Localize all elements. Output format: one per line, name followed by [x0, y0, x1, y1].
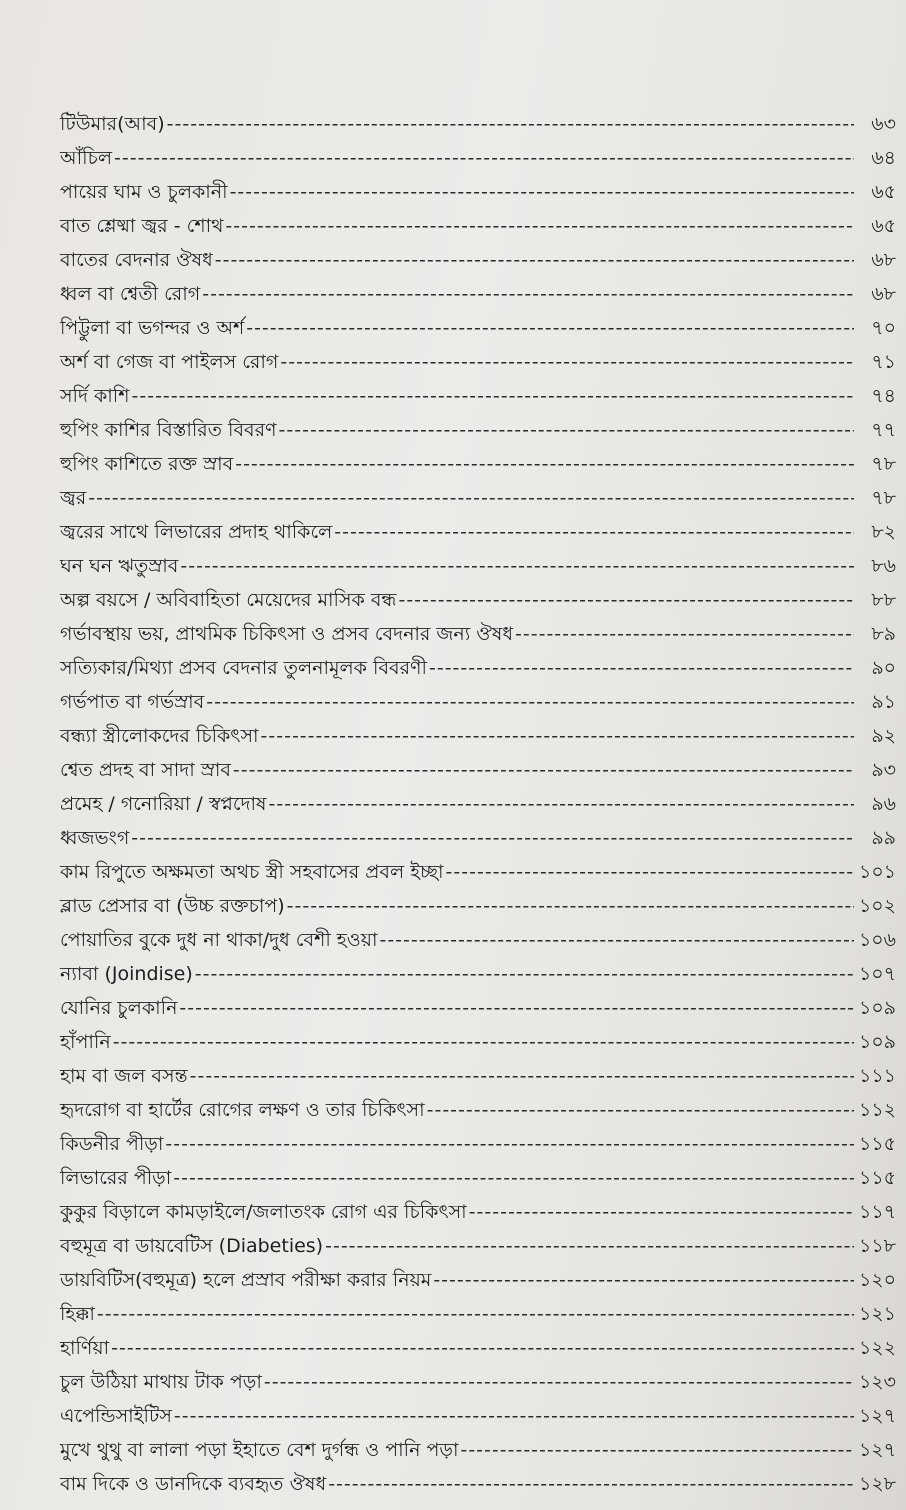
toc-dot-leader: [88, 481, 854, 515]
toc-entry: [60, 1433, 896, 1467]
toc-entry-title: ঘন ঘন ঋতুস্রাব: [60, 555, 179, 577]
toc-dot-leader: [515, 617, 854, 651]
toc-entry: [60, 175, 896, 209]
toc-dot-leader: [225, 209, 854, 243]
toc-entry-page-number: ১২৮: [858, 1473, 896, 1495]
toc-entry: [60, 583, 896, 617]
toc-entry-page-number: ১০৭: [858, 963, 896, 985]
toc-entry: [60, 1093, 896, 1127]
toc-dot-leader: [334, 515, 854, 549]
toc-entry-page-number: ১১২: [858, 1099, 896, 1121]
toc-entry-page-number: ৭৮: [871, 487, 896, 509]
toc-entry-page-number: ১২৭: [858, 1439, 896, 1461]
toc-dot-leader: [190, 1059, 854, 1093]
toc-entry: [60, 1331, 896, 1365]
toc-entry-title: বাত শ্লেষ্মা জ্বর - শোথ: [60, 215, 224, 237]
toc-entry: [60, 1467, 896, 1501]
toc-entry: [60, 753, 896, 787]
toc-entry: [60, 1229, 896, 1263]
toc-entry-title: সত্যিকার/মিথ্যা প্রসব বেদনার তুলনামূলক বিবরণী: [60, 657, 427, 679]
toc-dot-leader: [179, 991, 854, 1025]
toc-dot-leader: [195, 957, 854, 991]
toc-entry-title: মুখে থুথু বা লালা পড়া ইহাতে বেশ দুর্গন্ধ ও পানি পড়া: [60, 1439, 459, 1461]
toc-entry-title: বাতের বেদনার ঔষধ: [60, 249, 213, 271]
toc-entry: [60, 1059, 896, 1093]
toc-entry-page-number: ৬৫: [871, 181, 896, 203]
toc-entry-page-number: ১০৯: [858, 997, 896, 1019]
toc-entry-title: জ্বরের সাথে লিভারের প্রদাহ থাকিলে: [60, 521, 333, 543]
toc-entry: [60, 481, 896, 515]
toc-entry: [60, 1195, 896, 1229]
toc-entry-title: হাঁপানি: [60, 1031, 111, 1053]
toc-dot-leader: [180, 549, 854, 583]
toc-entry-title: পোয়াতির বুকে দুধ না থাকা/দুধ বেশী হওয়া: [60, 929, 378, 951]
toc-entry: [60, 651, 896, 685]
toc-entry: [60, 1399, 896, 1433]
toc-entry: [60, 549, 896, 583]
toc-dot-leader: [165, 1127, 854, 1161]
toc-entry-title: টিউমার(আব): [60, 113, 165, 135]
toc-entry-title: প্রমেহ / গনোরিয়া / স্বপ্নদোষ: [60, 793, 267, 815]
toc-entry: [60, 719, 896, 753]
toc-entry-title: বন্ধ্যা স্ত্রীলোকদের চিকিৎসা: [60, 725, 259, 747]
toc-entry-page-number: ১১৫: [859, 1167, 896, 1189]
toc-dot-leader: [174, 1399, 854, 1433]
toc-entry-title: হিক্কা: [60, 1303, 95, 1325]
toc-entry: [60, 923, 896, 957]
toc-entry-page-number: ১২৩: [858, 1371, 896, 1393]
toc-dot-leader: [167, 107, 854, 141]
toc-entry: [60, 447, 896, 481]
toc-entry-title: সর্দি কাশি: [60, 385, 130, 407]
toc-entry: [60, 889, 896, 923]
toc-entry-title: হুপিং কাশির বিস্তারিত বিবরণ: [60, 419, 277, 441]
toc-entry-page-number: ১০৬: [858, 929, 896, 951]
toc-dot-leader: [280, 345, 854, 379]
toc-dot-leader: [429, 651, 854, 685]
toc-dot-leader: [264, 1365, 854, 1399]
toc-entry-page-number: ৯৩: [871, 759, 896, 781]
toc-entry: [60, 1161, 896, 1195]
toc-entry: [60, 1263, 896, 1297]
toc-dot-leader: [230, 175, 854, 209]
toc-entry: [60, 345, 896, 379]
toc-entry: [60, 685, 896, 719]
toc-entry-page-number: ১১১: [859, 1065, 896, 1087]
toc-entry-title: আঁচিল: [60, 147, 113, 169]
toc-entry-page-number: ৮২: [871, 521, 896, 543]
toc-entry-title: জ্বর: [60, 487, 87, 509]
toc-entry-page-number: ১১৮: [859, 1235, 896, 1257]
toc-entry-title: বাম দিকে ও ডানদিকে ব্যবহৃত ঔষধ: [60, 1473, 327, 1495]
toc-entry-page-number: ৯২: [871, 725, 896, 747]
toc-entry: [60, 277, 896, 311]
toc-entry: [60, 243, 896, 277]
toc-entry-page-number: ১০৯: [858, 1031, 896, 1053]
toc-entry-title: ধ্বল বা শ্বেতী রোগ: [60, 283, 201, 305]
toc-entry-title: এপেন্ডিসাইটিস: [60, 1405, 172, 1427]
toc-dot-leader: [379, 923, 854, 957]
toc-entry: [60, 107, 896, 141]
toc-entry-page-number: ৯১: [871, 691, 896, 713]
toc-entry-page-number: ৯৯: [871, 827, 896, 849]
toc-entry-page-number: ১০১: [858, 861, 896, 883]
toc-entry-page-number: ৬৩: [871, 113, 896, 135]
toc-entry-page-number: ৭১: [871, 351, 896, 373]
toc-entry-title: কাম রিপুতে অক্ষমতা অথচ স্ত্রী সহবাসের প্রবল ইচ্ছা: [60, 861, 444, 883]
toc-entry-title: কিডনীর পীড়া: [60, 1133, 164, 1155]
toc-entry-title: বহুমূত্র বা ডায়বেটিস (Diabeties): [60, 1235, 324, 1257]
toc-entry-title: ব্লাড প্রেসার বা (উচ্চ রক্তচাপ): [60, 895, 285, 917]
toc-entry-page-number: ১০২: [858, 895, 896, 917]
toc-entry: [60, 1365, 896, 1399]
toc-entry-page-number: ১১৫: [859, 1133, 896, 1155]
toc-entry-page-number: ৮৮: [871, 589, 896, 611]
toc-entry-page-number: ৬৪: [871, 147, 896, 169]
toc-entry-page-number: ৬৮: [871, 249, 896, 271]
toc-entry: [60, 1025, 896, 1059]
toc-dot-leader: [460, 1433, 854, 1467]
toc-dot-leader: [235, 447, 854, 481]
toc-entry-title: কুকুর বিড়ালে কামড়াইলে/জলাতংক রোগ এর চিকিৎসা: [60, 1201, 467, 1223]
toc-dot-leader: [246, 311, 854, 345]
toc-dot-leader: [469, 1195, 854, 1229]
toc-entry-title: ডায়বিটিস(বহুমূত্র) হলে প্রস্রাব পরীক্ষা করার নিয়ম: [60, 1269, 432, 1291]
toc-entry-title: পায়ের ঘাম ও চুলকানী: [60, 181, 228, 203]
toc-dot-leader: [328, 1467, 854, 1501]
toc-entry-title: হৃদরোগ বা হার্টের রোগের লক্ষণ ও তার চিকিৎসা: [60, 1099, 425, 1121]
toc-entry-title: হার্ণিয়া: [60, 1337, 110, 1359]
toc-entry-title: লিভারের পীড়া: [60, 1167, 172, 1189]
toc-dot-leader: [427, 1093, 854, 1127]
toc-entry: [60, 1297, 896, 1331]
toc-entry-title: শ্বেত প্রদহ বা সাদা স্রাব: [60, 759, 231, 781]
toc-dot-leader: [398, 583, 854, 617]
toc-entry: [60, 991, 896, 1025]
toc-entry-page-number: ৭৮: [871, 453, 896, 475]
toc-dot-leader: [173, 1161, 854, 1195]
toc-dot-leader: [269, 787, 854, 821]
toc-dot-leader: [132, 379, 855, 413]
toc-dot-leader: [287, 889, 854, 923]
toc-entry: [60, 413, 896, 447]
toc-entry: [60, 379, 896, 413]
toc-dot-leader: [261, 719, 854, 753]
toc-entry: [60, 957, 896, 991]
toc-entry-title: গর্ভপাত বা গর্ভস্রাব: [60, 691, 205, 713]
toc-dot-leader: [446, 855, 854, 889]
toc-dot-leader: [97, 1297, 854, 1331]
toc-entry-title: গর্ভাবস্থায় ভয়, প্রাথমিক চিকিৎসা ও প্রসব বেদনার জন্য ঔষধ: [60, 623, 514, 645]
toc-dot-leader: [111, 1331, 854, 1365]
toc-entry-title: ধ্বজভংগ: [60, 827, 130, 849]
toc-entry-page-number: ১২২: [858, 1337, 896, 1359]
toc-entry-page-number: ৬৫: [871, 215, 896, 237]
toc-entry-title: অল্প বয়সে / অবিবাহিতা মেয়েদের মাসিক বন্ধ: [60, 589, 397, 611]
toc-entry-page-number: ৬৮: [871, 283, 896, 305]
toc-dot-leader: [131, 821, 854, 855]
toc-entry-title: হাম বা জল বসন্ত: [60, 1065, 188, 1087]
toc-entry: [60, 787, 896, 821]
toc-dot-leader: [114, 141, 854, 175]
toc-entry-page-number: ৭৪: [871, 385, 896, 407]
toc-entry: [60, 855, 896, 889]
toc-dot-leader: [433, 1263, 854, 1297]
toc-entry-page-number: ৯০: [871, 657, 896, 679]
toc-entry-page-number: ১২১: [858, 1303, 896, 1325]
toc-entry-page-number: ৮৬: [871, 555, 896, 577]
toc-dot-leader: [233, 753, 854, 787]
toc-dot-leader: [325, 1229, 854, 1263]
toc-dot-leader: [206, 685, 854, 719]
toc-entry-title: পিট্টুলা বা ভগন্দর ও অর্শ: [60, 317, 245, 339]
toc-entry-page-number: ১২০: [858, 1269, 896, 1291]
toc-entry: [60, 515, 896, 549]
toc-entry: [60, 209, 896, 243]
toc-entry: [60, 141, 896, 175]
toc-entry-title: যোনির চুলকানি: [60, 997, 178, 1019]
toc-entry-title: চুল উঠিয়া মাথায় টাক পড়া: [60, 1371, 262, 1393]
toc-entry-page-number: ১১৭: [858, 1201, 896, 1223]
toc-dot-leader: [279, 413, 854, 447]
toc-entry-title: হুপিং কাশিতে রক্ত স্রাব: [60, 453, 234, 475]
table-of-contents: [60, 107, 896, 1501]
toc-entry-page-number: ৭৭: [871, 419, 896, 441]
toc-dot-leader: [215, 243, 854, 277]
toc-entry-page-number: ৯৬: [871, 793, 896, 815]
toc-entry: [60, 617, 896, 651]
toc-entry: [60, 1127, 896, 1161]
toc-entry-title: ন্যাবা (Joindise): [60, 963, 193, 985]
toc-entry-title: অর্শ বা গেজ বা পাইলস রোগ: [60, 351, 279, 373]
toc-entry: [60, 821, 896, 855]
toc-entry: [60, 311, 896, 345]
toc-dot-leader: [113, 1025, 854, 1059]
toc-dot-leader: [202, 277, 854, 311]
toc-entry-page-number: ৭০: [871, 317, 896, 339]
toc-entry-page-number: ১২৭: [858, 1405, 896, 1427]
toc-entry-page-number: ৮৯: [871, 623, 896, 645]
